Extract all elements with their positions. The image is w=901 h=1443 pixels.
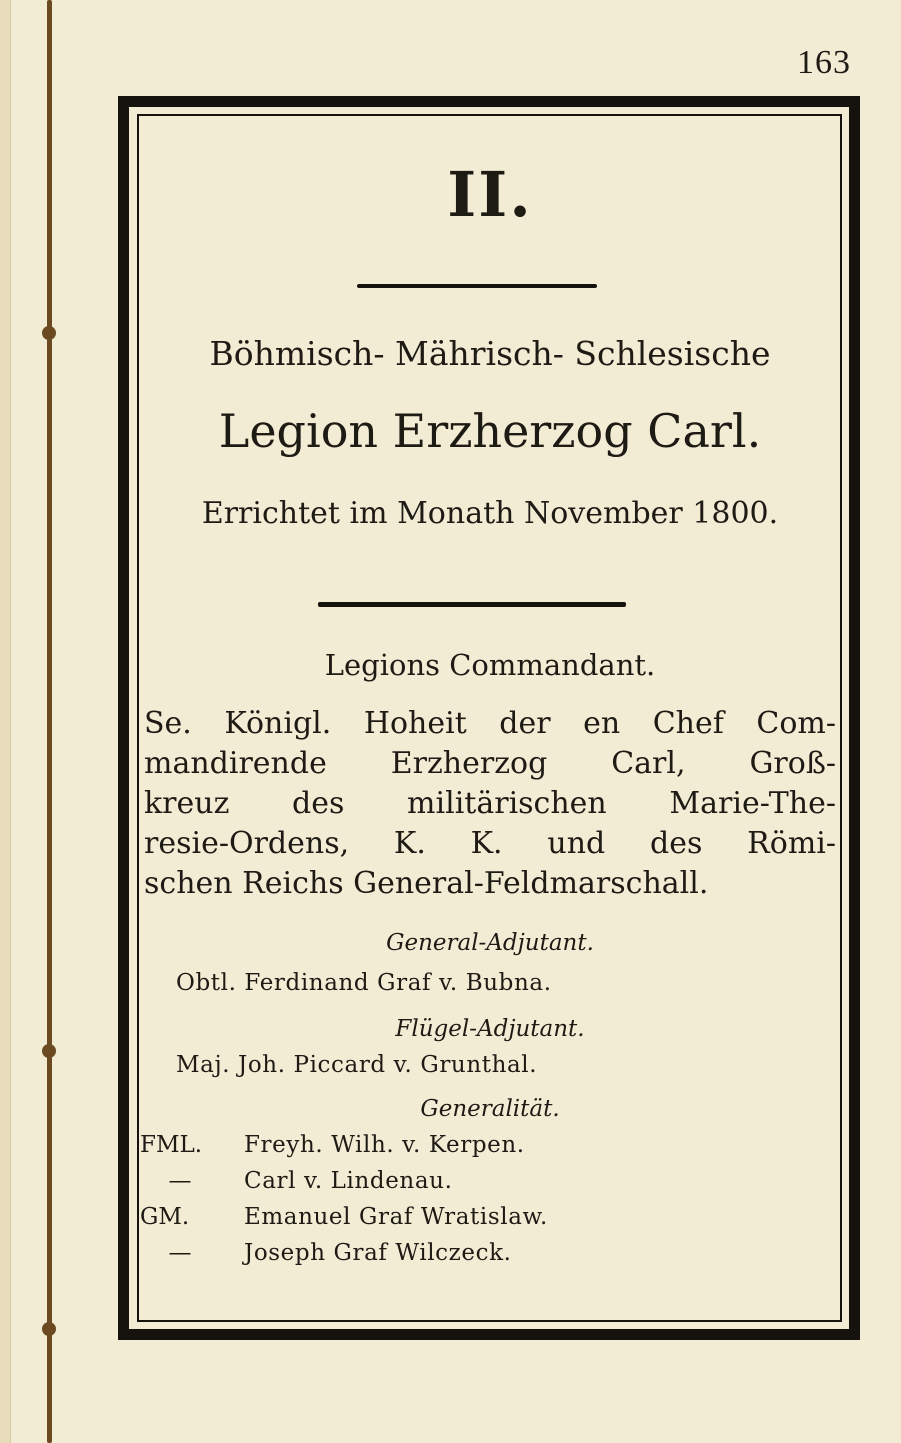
- binding-thread: [47, 0, 52, 1443]
- wing-adjutant-heading: Flügel-Adjutant.: [395, 1016, 585, 1042]
- commandant-heading: Legions Commandant.: [324, 648, 656, 682]
- general-name: Joseph Graf Wilczeck.: [244, 1240, 512, 1266]
- commandant-line: schen Reichs General-Feldmarschall.: [144, 866, 709, 901]
- binding-knot: [42, 1322, 56, 1336]
- wing-adjutant-entry: Maj. Joh. Piccard v. Grunthal.: [176, 1052, 538, 1078]
- commandant-line: mandirende Erzherzog Carl, Groß-: [144, 746, 836, 781]
- general-rank: —: [168, 1240, 192, 1266]
- legion-subtitle: Böhmisch- Mährisch- Schlesische: [209, 334, 771, 373]
- general-adjutant-heading: General-Adjutant.: [386, 930, 594, 956]
- generalitaet-heading: Generalität.: [420, 1096, 560, 1122]
- facing-page-edge: [0, 0, 11, 1443]
- general-adjutant-entry: Obtl. Ferdinand Graf v. Bubna.: [176, 970, 552, 996]
- established-date: Errichtet im Monath November 1800.: [201, 496, 779, 531]
- general-rank: GM.: [140, 1204, 190, 1230]
- section-numeral: II.: [447, 158, 533, 231]
- general-rank: FML.: [140, 1132, 203, 1158]
- divider-rule: [357, 284, 597, 288]
- legion-title: Legion Erzherzog Carl.: [218, 404, 762, 458]
- commandant-line: resie-Ordens, K. K. und des Römi-: [144, 826, 836, 861]
- commandant-line: Se. Königl. Hoheit der en Chef Com-: [144, 706, 836, 741]
- general-rank: —: [168, 1168, 192, 1194]
- divider-rule: [318, 602, 626, 607]
- general-name: Carl v. Lindenau.: [244, 1168, 453, 1194]
- general-name: Emanuel Graf Wratislaw.: [244, 1204, 548, 1230]
- page-number: 163: [797, 44, 851, 81]
- binding-knot: [42, 1044, 56, 1058]
- frame-content: [140, 118, 840, 1318]
- general-name: Freyh. Wilh. v. Kerpen.: [244, 1132, 525, 1158]
- binding-knot: [42, 326, 56, 340]
- commandant-paragraph: [144, 704, 836, 904]
- commandant-line: kreuz des militärischen Marie-The-: [144, 786, 836, 821]
